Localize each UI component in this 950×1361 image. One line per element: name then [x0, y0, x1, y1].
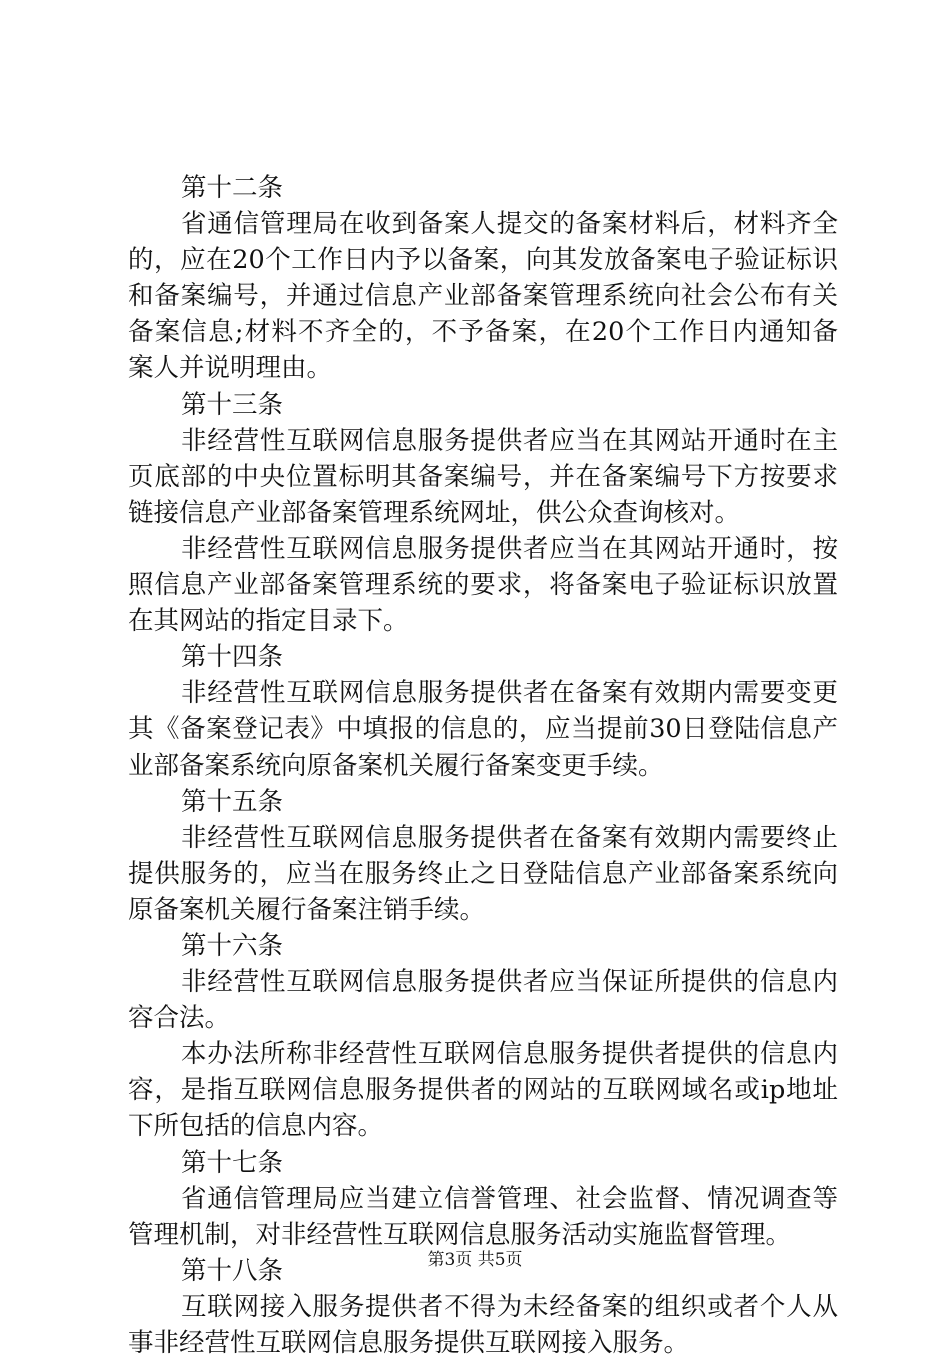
text-line: 其《备案登记表》中填报的信息的，应当提前30日登陆信息产	[128, 714, 838, 745]
article-heading: 第十六条	[181, 930, 284, 961]
article-heading: 第十四条	[181, 642, 284, 673]
text-line: 提供服务的，应当在服务终止之日登陆信息产业部备案系统向	[128, 858, 838, 889]
text-line: 在其网站的指定目录下。	[128, 606, 409, 637]
page-footer	[0, 1245, 950, 1270]
text-line: 非经营性互联网信息服务提供者在备案有效期内需要终止	[181, 822, 838, 853]
text-line: 案人并说明理由。	[128, 353, 333, 384]
article-heading: 第十五条	[181, 786, 284, 817]
text-line: 本办法所称非经营性互联网信息服务提供者提供的信息内	[181, 1039, 838, 1070]
text-line: 非经营性互联网信息服务提供者应当在其网站开通时在主	[181, 425, 838, 456]
page-number-label: 第3页 共5页	[427, 1250, 523, 1270]
article-heading: 第十三条	[181, 389, 284, 420]
document-body	[128, 170, 838, 1361]
text-line: 容合法。	[128, 1003, 231, 1034]
text-line: 互联网接入服务提供者不得为未经备案的组织或者个人从	[181, 1291, 838, 1322]
text-line: 省通信管理局在收到备案人提交的备案材料后，材料齐全	[181, 209, 838, 240]
article-heading: 第十八条	[181, 1255, 284, 1286]
text-line: 非经营性互联网信息服务提供者在备案有效期内需要变更	[181, 678, 838, 709]
document-lines	[128, 170, 838, 1361]
text-line: 非经营性互联网信息服务提供者应当保证所提供的信息内	[181, 967, 838, 998]
text-line: 业部备案系统向原备案机关履行备案变更手续。	[128, 750, 664, 781]
article-heading: 第十二条	[181, 173, 284, 203]
text-line: 管理机制，对非经营性互联网信息服务活动实施监督管理。	[128, 1219, 792, 1250]
text-line: 页底部的中央位置标明其备案编号，并在备案编号下方按要求	[128, 461, 838, 492]
text-line: 原备案机关履行备案注销手续。	[128, 894, 486, 925]
text-line: 的，应在20个工作日内予以备案，向其发放备案电子验证标识	[128, 245, 838, 276]
text-line: 容，是指互联网信息服务提供者的网站的互联网域名或ip地址	[128, 1075, 838, 1106]
text-line: 备案信息;材料不齐全的，不予备案，在20个工作日内通知备	[128, 317, 838, 348]
text-line: 非经营性互联网信息服务提供者应当在其网站开通时，按	[181, 533, 838, 564]
text-line: 照信息产业部备案管理系统的要求，将备案电子验证标识放置	[128, 570, 838, 601]
text-line: 链接信息产业部备案管理系统网址，供公众查询核对。	[128, 497, 741, 528]
text-line: 省通信管理局应当建立信誉管理、社会监督、情况调查等	[181, 1183, 838, 1214]
text-line: 事非经营性互联网信息服务提供互联网接入服务。	[128, 1328, 690, 1358]
article-heading: 第十七条	[181, 1147, 284, 1178]
text-line: 下所包括的信息内容。	[128, 1111, 384, 1142]
text-line: 和备案编号，并通过信息产业部备案管理系统向社会公布有关	[128, 281, 838, 312]
